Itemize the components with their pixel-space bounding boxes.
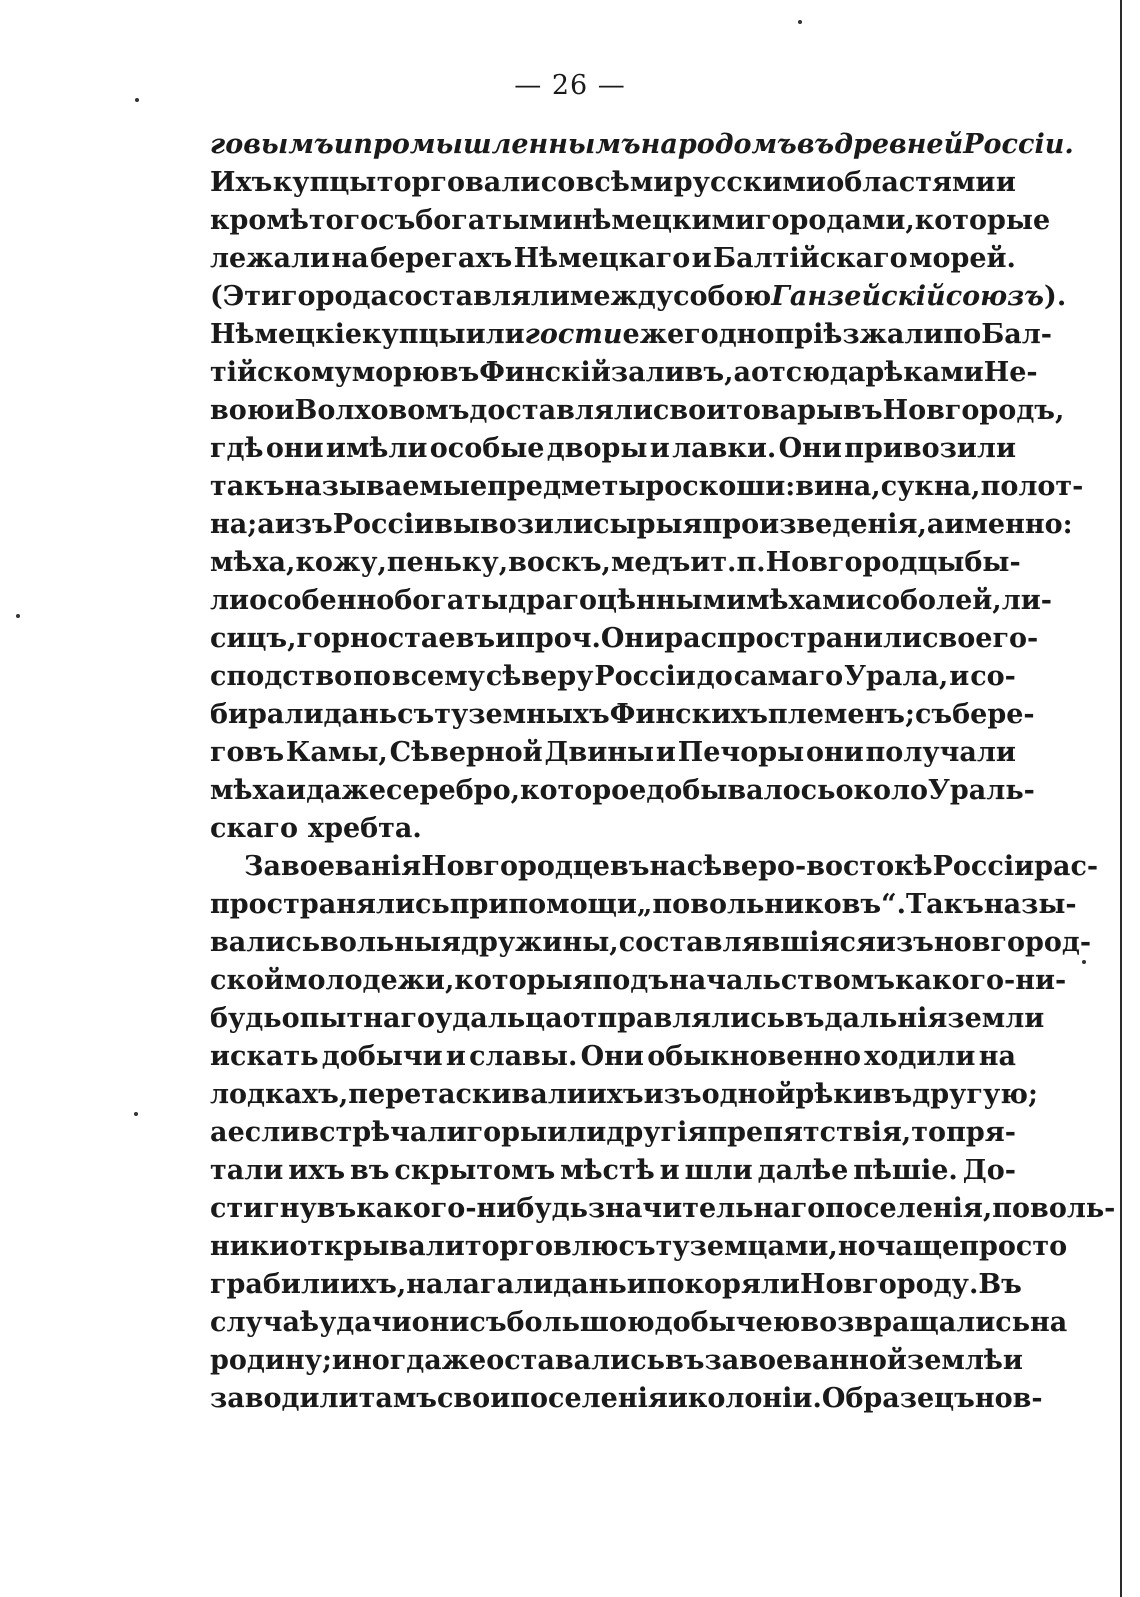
word: особые [429,433,545,464]
word: другую; [912,1079,1038,1110]
word: русскими [673,167,826,198]
text-line [210,354,1038,392]
word: Бал- [981,319,1052,350]
word: иногда [331,1345,442,1376]
word: со [540,167,576,198]
word: если [227,1117,301,1148]
word: съ [618,1231,656,1262]
word: но [837,1231,876,1262]
word: медъ [610,547,691,578]
word: съ [397,699,435,730]
word: чаще [875,1231,960,1262]
word: которыя [454,965,593,996]
text-line [210,1190,1116,1228]
text-line [210,1228,1068,1266]
word: большою [506,1307,655,1338]
text-line [210,734,1016,772]
print-speck [16,614,20,618]
word: отсюда [751,357,866,388]
word: ской [210,965,284,996]
text-line [210,544,1021,582]
word: они [805,737,864,768]
word: далѣе [757,1155,849,1186]
text-line [210,1380,1043,1418]
word: бы- [964,547,1021,578]
word: Россіи [332,509,435,540]
word: стигнувъ [210,1193,357,1224]
word: того [308,205,379,236]
text-line [210,506,1073,544]
word: составляли [387,281,570,312]
word: тійскому [210,357,352,388]
word: грабили [210,1269,341,1300]
word: удачи [319,1307,412,1338]
word: ники [210,1231,290,1262]
word: распространили [664,623,923,654]
word: опытнаго [281,1003,436,1034]
word: лодкахъ, [210,1079,349,1110]
word: искать [210,1041,319,1072]
word: предметы [487,471,646,502]
word: и [691,243,712,274]
word: сукна, [880,471,981,502]
word: на; [210,509,258,540]
word: мѣха [210,775,287,806]
word: изъ [643,1079,702,1110]
word: а [733,357,752,388]
word: начальствомъ [668,965,895,996]
word: дань [553,1269,627,1300]
word: тамъ [358,1383,437,1414]
word: между [569,281,674,312]
word: городами, [754,205,915,236]
word: До- [962,1155,1016,1186]
word: гдѣ [210,433,264,464]
word: въ [349,1155,390,1186]
word: и [274,395,295,426]
word: ли [210,585,250,616]
text-line [210,886,1077,924]
word: на [1030,1307,1068,1338]
word: то [911,1117,947,1148]
word: и [659,1155,680,1186]
word: свои [652,395,727,426]
word: около [835,775,929,806]
word: сырыя [593,509,703,540]
word: морей. [909,243,1016,274]
word: торговлю [464,1231,619,1262]
word: Такъ [906,889,984,920]
word: помощи [508,889,637,920]
word: при [449,889,509,920]
word: собою [673,281,772,312]
word: привозили [844,433,1016,464]
word: бирали [210,699,324,730]
word: доставляли [469,395,653,426]
word: нѣмецкими [572,205,755,236]
word: одной [701,1079,796,1110]
word: города [281,281,388,312]
word: какого-ни- [894,965,1067,996]
word: въ [439,357,480,388]
word: поселенія, [825,1193,993,1224]
word: Россіи. [963,129,1074,160]
word: на [649,851,687,882]
word: Новгороду. [799,1269,979,1300]
word: драгоцѣнными [508,585,747,616]
word: вою [210,395,275,426]
word: или [547,1117,607,1148]
text-line [210,772,1035,810]
word: они [411,1307,470,1338]
word: всѣми [575,167,674,198]
word: и [655,737,676,768]
word: лавки. [672,433,777,464]
word: областями [826,167,996,198]
word: Печоры [677,737,805,768]
word: берегахъ [370,243,513,274]
word: го- [992,623,1039,654]
word: просто [959,1231,1068,1262]
word: или [465,319,525,350]
word: купцы [272,167,377,198]
word: и [690,547,711,578]
word: (Эти [210,281,282,312]
word: изъ [274,509,333,540]
word: вались [210,927,321,958]
word: промышленнымъ [353,129,641,160]
word: оставались [486,1345,665,1376]
word: особенно [249,585,395,616]
word: т. [710,547,737,578]
word: и [649,433,670,464]
word: сподство [210,661,353,692]
word: сѣверо-востокѣ [686,851,933,882]
word: и [495,623,516,654]
word: Ихъ [210,167,273,198]
word: по [353,661,391,692]
word: какого-нибудь [356,1193,588,1224]
word: до [696,661,733,692]
word: самаго [733,661,844,692]
word: и [1002,1345,1023,1376]
word: заводили [210,1383,359,1414]
word: мѣха, [210,547,296,578]
word: другія [606,1117,708,1148]
word: на [331,243,369,274]
word: перетаскивали [348,1079,587,1110]
word: въ [664,1345,705,1376]
text-line [210,430,1016,468]
word: кожу, [295,547,387,578]
word: мѣстѣ [560,1155,655,1186]
word: народомъ [640,129,797,160]
word: въ [785,1003,825,1034]
text-line [210,1000,1045,1038]
word: союзъ [945,281,1045,312]
word: они [265,433,324,464]
word: горностаевъ [296,623,496,654]
word: Двины [544,737,655,768]
text-line [210,278,1067,316]
text-line [210,1304,1068,1342]
word: дань [323,699,398,730]
text-line [210,392,1065,430]
word: препятствія, [707,1117,912,1148]
text-line [210,1076,1038,1114]
word: будь [210,1003,282,1034]
text-line [210,202,1051,240]
word: вывозили [434,509,594,540]
word: заливъ, [610,357,734,388]
page-edge-line [1120,0,1122,1597]
word: и [286,775,307,806]
word: по [943,319,982,350]
word: п. [736,547,766,578]
word: возвращались [800,1307,1031,1338]
print-speck [134,1112,138,1116]
word: пря- [946,1117,1016,1148]
word: горы [466,1117,548,1148]
text-line [210,468,1084,506]
word: всему [391,661,485,692]
print-speck [798,20,802,24]
word: кромѣ [210,205,309,236]
word: вина, [795,471,881,502]
word: богаты [394,585,509,616]
word: туземцами, [655,1231,838,1262]
word: воскъ, [508,547,611,578]
word: добычею [654,1307,801,1338]
word: и [333,129,354,160]
word: бере- [952,699,1035,730]
word: и [949,661,970,692]
word: Въ [978,1269,1022,1300]
word: хребта. [308,813,422,844]
word: богатыми [415,205,573,236]
word: Нѣмецкіе [210,319,363,350]
word: шли [684,1155,753,1186]
word: Новгородъ, [882,395,1065,426]
word: покоряли [646,1269,800,1300]
word: „повольниковъ“. [636,889,907,920]
word: ихъ [586,1079,644,1110]
word: получали [865,737,1016,768]
text-line [210,810,1016,848]
word: съ [914,699,953,730]
word: изъ [875,927,934,958]
word: скаго [210,813,298,844]
word: которое [519,775,647,806]
word: поселенія [510,1383,668,1414]
word: такъ [210,471,285,502]
word: дружины, [461,927,619,958]
text-line [210,164,1016,202]
word: товары [726,395,844,426]
word: ихъ, [340,1269,407,1300]
word: Финскій [479,357,611,388]
word: Урала, [844,661,949,692]
word: и [626,1269,647,1300]
word: съ [469,1307,507,1338]
word: племенъ; [767,699,915,730]
word: налагали [406,1269,554,1300]
word: именно: [944,509,1073,540]
word: Не- [983,357,1038,388]
word: и [995,167,1016,198]
word: гости [524,319,623,350]
word: добывалось [646,775,836,806]
word: встрѣчали [300,1117,467,1148]
word: мѣхами [746,585,866,616]
text-line [210,620,1039,658]
word: въ [796,129,835,160]
text-line [210,1114,1016,1152]
word: и [667,1383,688,1414]
word: древней [834,129,964,160]
word: лежали [210,243,331,274]
word: Россіи [594,661,696,692]
word: Они [600,623,665,654]
word: говымъ [210,129,334,160]
text-line [210,1152,1016,1190]
word: купцы [362,319,466,350]
word: съ [378,205,416,236]
word: со- [970,661,1016,692]
word: проч. [515,623,601,654]
word: а [926,509,945,540]
word: славы. [469,1041,578,1072]
word: пѣшіе. [853,1155,958,1186]
page-number: — 26 — [514,70,626,101]
word: Финскихъ [609,699,768,730]
word: нов- [974,1383,1043,1414]
word: поволь- [992,1193,1116,1224]
word: сицъ, [210,623,297,654]
word: тали [210,1155,284,1186]
word: ходили [864,1041,976,1072]
word: дальнія [824,1003,948,1034]
word: на [978,1041,1016,1072]
word: полот- [980,471,1084,502]
text-line [210,1038,1016,1076]
word: Камы, [285,737,388,768]
word: землѣ [906,1345,1003,1376]
word: Ураль- [928,775,1035,806]
word: новгород- [933,927,1092,958]
word: рѣки [795,1079,873,1110]
word: же [441,1345,487,1376]
word: сѣверу [485,661,594,692]
word: земли [947,1003,1045,1034]
word: ежегодно [622,319,775,350]
word: Они [778,433,842,464]
text-line [210,658,1016,696]
word: свое [922,623,993,654]
text-line [210,924,1092,962]
word: пространялись [210,889,450,920]
word: родину; [210,1345,332,1376]
word: Они [580,1041,644,1072]
word: торговали [376,167,541,198]
text-line [210,848,1099,886]
text-line [210,696,1035,734]
word: скрытомъ [394,1155,556,1186]
word: Ганзейскій [771,281,946,312]
word: добычи [321,1041,443,1072]
word: Балтійскаго [713,243,908,274]
word: Новгородцы [765,547,965,578]
word: колоніи. [687,1383,822,1414]
text-line [210,582,1052,620]
word: назы- [983,889,1077,920]
text-line [210,126,1074,164]
word: серебро, [386,775,520,806]
word: завоеванной [704,1345,907,1376]
word: Волховомъ [294,395,470,426]
text-line [210,962,1067,1000]
word: открывали [289,1231,465,1262]
word: а [210,1117,228,1148]
word: обыкновенно [647,1041,862,1072]
word: и [445,1041,466,1072]
word: ихъ [288,1155,346,1186]
text-line [210,316,1052,354]
word: удальца [435,1003,563,1034]
word: называемые [284,471,488,502]
word: Образецъ [821,1383,975,1414]
word: составлявшіяся [618,927,876,958]
word: рас- [1034,851,1099,882]
word: свои [436,1383,511,1414]
word: пеньку, [386,547,509,578]
word: ). [1044,281,1067,312]
text-line [210,1342,1023,1380]
word: случаѣ [210,1307,320,1338]
word: которые [914,205,1051,236]
word: въ [843,395,883,426]
word: Нѣмецкаго [513,243,691,274]
text-line [210,1266,1022,1304]
word: подъ [592,965,669,996]
word: роскоши: [645,471,796,502]
word: отправлялись [562,1003,786,1034]
word: значительнаго [587,1193,826,1224]
word: соболей, [865,585,1002,616]
word: Новгородцевъ [421,851,650,882]
word: Сѣверной [389,737,543,768]
word: произведенія, [702,509,927,540]
word: имѣли [325,433,428,464]
word: пріѣзжали [774,319,944,350]
word: Россіи [932,851,1035,882]
word: Завоеванія [244,851,422,882]
word: въ [872,1079,913,1110]
body-text [210,126,1116,1418]
text-line [210,240,1016,278]
word: говъ [210,737,285,768]
word: морю [351,357,440,388]
word: рѣками [865,357,984,388]
word: дворы [546,433,648,464]
word: а [257,509,275,540]
word: молодежи, [283,965,455,996]
word: ли- [1001,585,1052,616]
word: даже [306,775,386,806]
word: вольныя [320,927,461,958]
word: туземныхъ [434,699,610,730]
